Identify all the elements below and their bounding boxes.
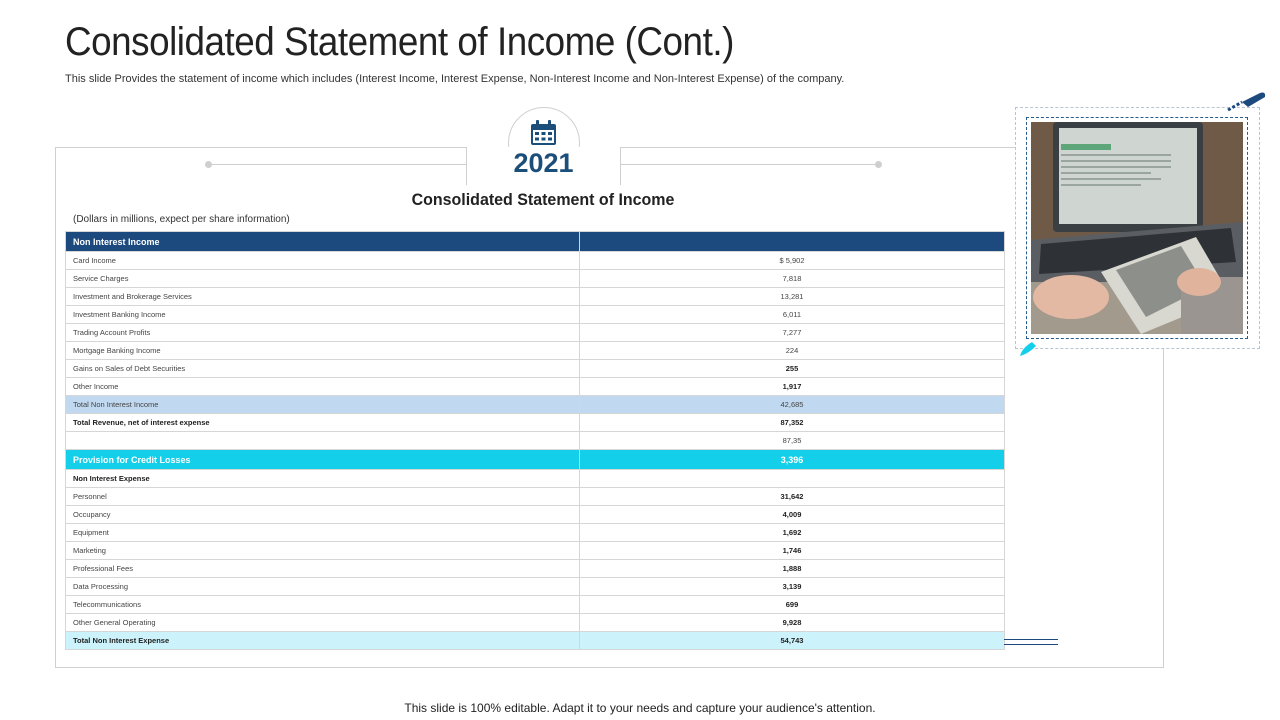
double-rule-decoration <box>1004 639 1058 645</box>
row-label: Equipment <box>66 524 580 542</box>
row-value: 31,642 <box>580 488 1005 506</box>
row-value: 1,746 <box>580 542 1005 560</box>
row-value: 54,743 <box>580 632 1005 650</box>
timeline-dot-left <box>205 161 212 168</box>
table-row <box>66 306 1005 324</box>
row-label: Other General Operating <box>66 614 580 632</box>
table-row <box>66 432 1005 450</box>
row-value: 9,928 <box>580 614 1005 632</box>
table-row <box>66 270 1005 288</box>
row-label: Mortgage Banking Income <box>66 342 580 360</box>
row-label: Other Income <box>66 378 580 396</box>
income-statement-table <box>65 231 1005 650</box>
timeline-line-left <box>208 164 466 165</box>
row-label: Professional Fees <box>66 560 580 578</box>
calendar-icon <box>530 120 557 146</box>
row-value: 6,011 <box>580 306 1005 324</box>
row-value: 87,352 <box>580 414 1005 432</box>
slide-title: Consolidated Statement of Income (Cont.) <box>65 20 734 64</box>
row-value <box>580 232 1005 252</box>
row-label: Investment Banking Income <box>66 306 580 324</box>
statement-note: (Dollars in millions, expect per share information) <box>73 214 290 225</box>
row-value: 4,009 <box>580 506 1005 524</box>
table-row <box>66 470 1005 488</box>
row-label: Total Non Interest Expense <box>66 632 580 650</box>
year-label: 2021 <box>513 148 574 178</box>
row-value: 13,281 <box>580 288 1005 306</box>
table-row <box>66 450 1005 470</box>
table-row <box>66 232 1005 252</box>
row-label: Occupancy <box>66 506 580 524</box>
row-label: Telecommunications <box>66 596 580 614</box>
row-label: Investment and Brokerage Services <box>66 288 580 306</box>
calculator-photo <box>1031 122 1243 334</box>
row-label: Provision for Credit Losses <box>66 450 580 470</box>
table-row <box>66 614 1005 632</box>
pen-tip-icon <box>1018 340 1038 360</box>
row-value: 1,692 <box>580 524 1005 542</box>
row-label: Personnel <box>66 488 580 506</box>
table-row <box>66 342 1005 360</box>
table-row <box>66 542 1005 560</box>
pen-icon <box>1226 90 1268 112</box>
table-row <box>66 596 1005 614</box>
table-row <box>66 324 1005 342</box>
table-row <box>66 252 1005 270</box>
row-value: 1,917 <box>580 378 1005 396</box>
row-label: Non Interest Income <box>66 232 580 252</box>
row-value: 255 <box>580 360 1005 378</box>
row-label: Card Income <box>66 252 580 270</box>
table-row <box>66 632 1005 650</box>
table-row <box>66 578 1005 596</box>
row-label: Data Processing <box>66 578 580 596</box>
table-row <box>66 488 1005 506</box>
statement-title: Consolidated Statement of Income <box>411 190 675 209</box>
row-value: 7,277 <box>580 324 1005 342</box>
row-label: Marketing <box>66 542 580 560</box>
row-label: Non Interest Expense <box>66 470 580 488</box>
table-row <box>66 360 1005 378</box>
row-label: Total Revenue, net of interest expense <box>66 414 580 432</box>
timeline-line-right <box>621 164 878 165</box>
row-value: 224 <box>580 342 1005 360</box>
row-value: 87,35 <box>580 432 1005 450</box>
slide-footer: This slide is 100% editable. Adapt it to your needs and capture your audience's attention. <box>404 701 876 715</box>
table-row <box>66 288 1005 306</box>
row-value: $ 5,902 <box>580 252 1005 270</box>
table-row <box>66 396 1005 414</box>
table-row <box>66 414 1005 432</box>
row-label: Service Charges <box>66 270 580 288</box>
row-label: Total Non Interest Income <box>66 396 580 414</box>
table-row <box>66 524 1005 542</box>
row-label <box>66 432 580 450</box>
row-value: 699 <box>580 596 1005 614</box>
row-value: 7,818 <box>580 270 1005 288</box>
row-label: Gains on Sales of Debt Securities <box>66 360 580 378</box>
row-value: 3,396 <box>580 450 1005 470</box>
row-value <box>580 470 1005 488</box>
row-label: Trading Account Profits <box>66 324 580 342</box>
row-value: 3,139 <box>580 578 1005 596</box>
table-row <box>66 560 1005 578</box>
row-value: 42,685 <box>580 396 1005 414</box>
table-row <box>66 506 1005 524</box>
slide-subtitle: This slide Provides the statement of income which includes (Interest Income, Interest Expense, Non-Interest Income and Non-Interest Expense) of the company. <box>65 73 845 85</box>
table-row <box>66 378 1005 396</box>
timeline-dot-right <box>875 161 882 168</box>
row-value: 1,888 <box>580 560 1005 578</box>
